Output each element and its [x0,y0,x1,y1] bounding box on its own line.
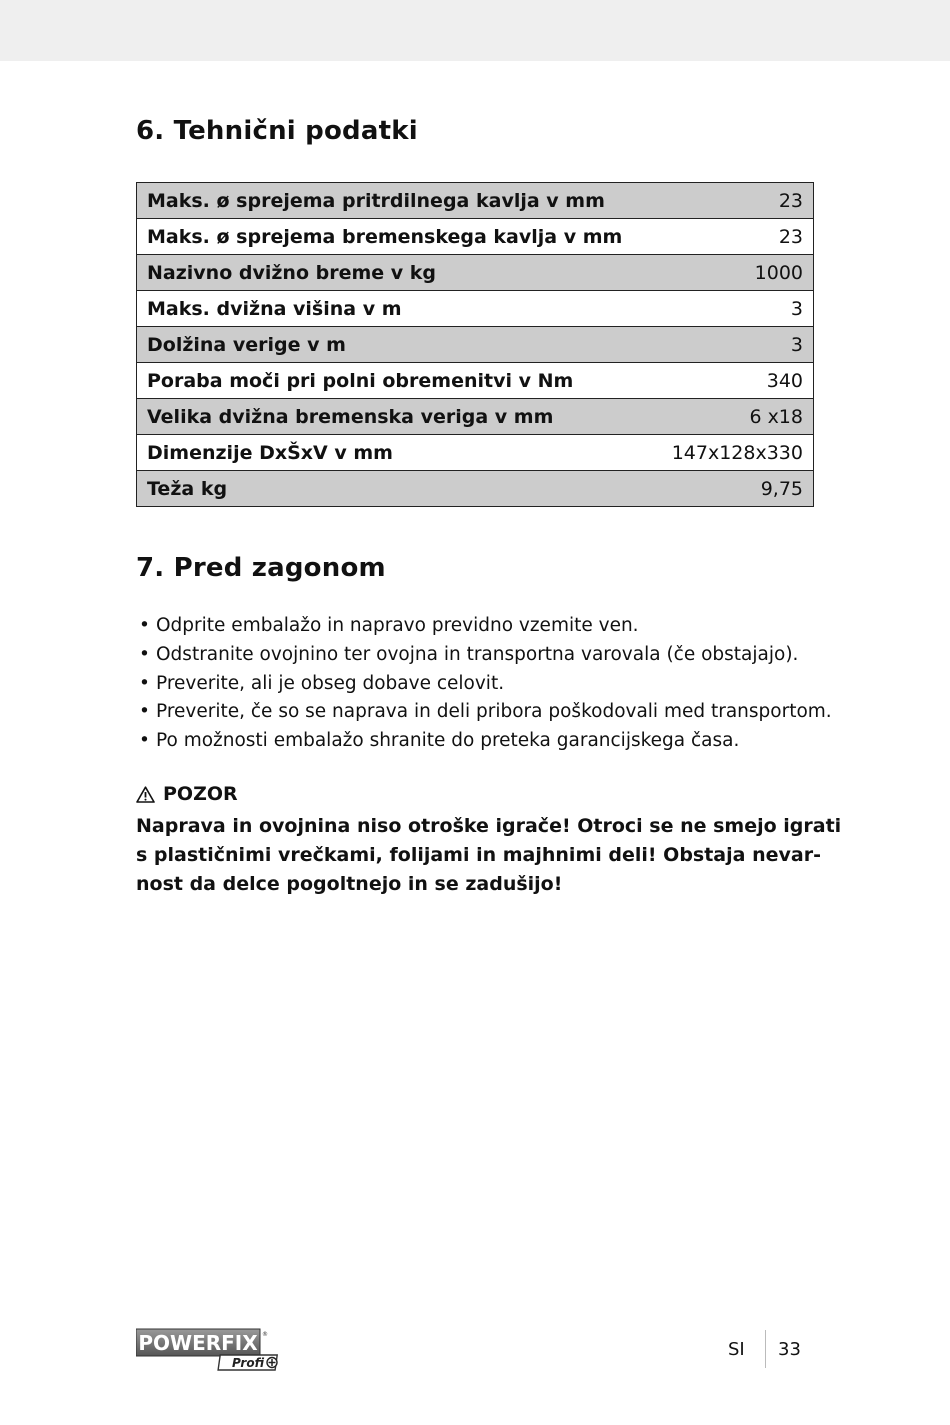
bullet-list [136,612,832,756]
list-item [136,612,832,641]
table-row [137,399,814,435]
spec-label: Maks. ø sprejema pritrdilnega kavlja v mm [137,183,655,219]
section-title-before-start: 7. Pred zagonom [136,553,386,583]
table-row [137,327,814,363]
warning-line: Naprava in ovojnina niso otroške igrače! Otroci se ne smejo igrati [136,815,842,837]
spec-label: Velika dvižna bremenska veriga v mm [137,399,655,435]
list-item-text: Po možnosti embalažo shranite do preteka garancijskega časa. [156,730,740,752]
warning-title: POZOR [163,783,238,805]
table-row [137,219,814,255]
table-row [137,435,814,471]
spec-value: 147x128x330 [655,435,814,471]
warning-triangle-icon [136,786,155,803]
bullet-icon: • [139,672,150,694]
list-item-text: Preverite, če so se naprava in deli pribora poškodovali med transportom. [156,701,832,723]
spec-label: Dimenzije DxŠxV v mm [137,435,655,471]
list-item-text: Odprite embalažo in napravo previdno vzemite ven. [156,615,639,636]
footer-divider [765,1330,766,1368]
spec-value: 9,75 [655,471,814,507]
warning-line: nost da delce pogoltnejo in se zadušijo! [136,873,563,895]
spec-label: Nazivno dvižno breme v kg [137,255,655,291]
warning-text [136,812,842,899]
table-row [137,183,814,219]
table-row [137,471,814,507]
spec-value: 3 [655,291,814,327]
table-row [137,255,814,291]
spec-label: Dolžina verige v m [137,327,655,363]
warning-heading [136,783,238,805]
spec-value: 1000 [655,255,814,291]
spec-value: 340 [655,363,814,399]
list-item-text: Odstranite ovojnino ter ovojna in transportna varovala (če obstajajo). [156,643,799,665]
table-row [137,363,814,399]
spec-label: Maks. dvižna višina v m [137,291,655,327]
bullet-icon: • [139,643,150,665]
spec-label: Maks. ø sprejema bremenskega kavlja v mm [137,219,655,255]
page-number: 33 [778,1339,801,1360]
spec-value: 23 [655,183,814,219]
list-item [136,670,832,699]
svg-text:®: ® [262,1331,268,1338]
spec-value: 23 [655,219,814,255]
warning-line: s plastičnimi vrečkami, folijami in majhnimi deli! Obstaja nevar- [136,844,821,866]
bullet-icon: • [139,701,150,723]
list-item [136,641,832,670]
table-row [137,291,814,327]
bullet-icon: • [139,615,150,636]
list-item-text: Preverite, ali je obseg dobave celovit. [156,672,505,694]
logo-brand-text: POWERFIX [138,1331,258,1355]
logo-sub-text: Profi [232,1356,265,1370]
section-title-technical-data: 6. Tehnični podatki [136,116,418,146]
top-band [0,0,950,61]
list-item [136,698,832,727]
spec-value: 6 x18 [655,399,814,435]
bullet-icon: • [139,730,150,752]
spec-label: Teža kg [137,471,655,507]
footer-language: SI [728,1339,745,1360]
spec-value: 3 [655,327,814,363]
spec-table [136,182,814,507]
spec-label: Poraba moči pri polni obremenitvi v Nm [137,363,655,399]
powerfix-logo [136,1328,286,1372]
list-item [136,727,832,756]
